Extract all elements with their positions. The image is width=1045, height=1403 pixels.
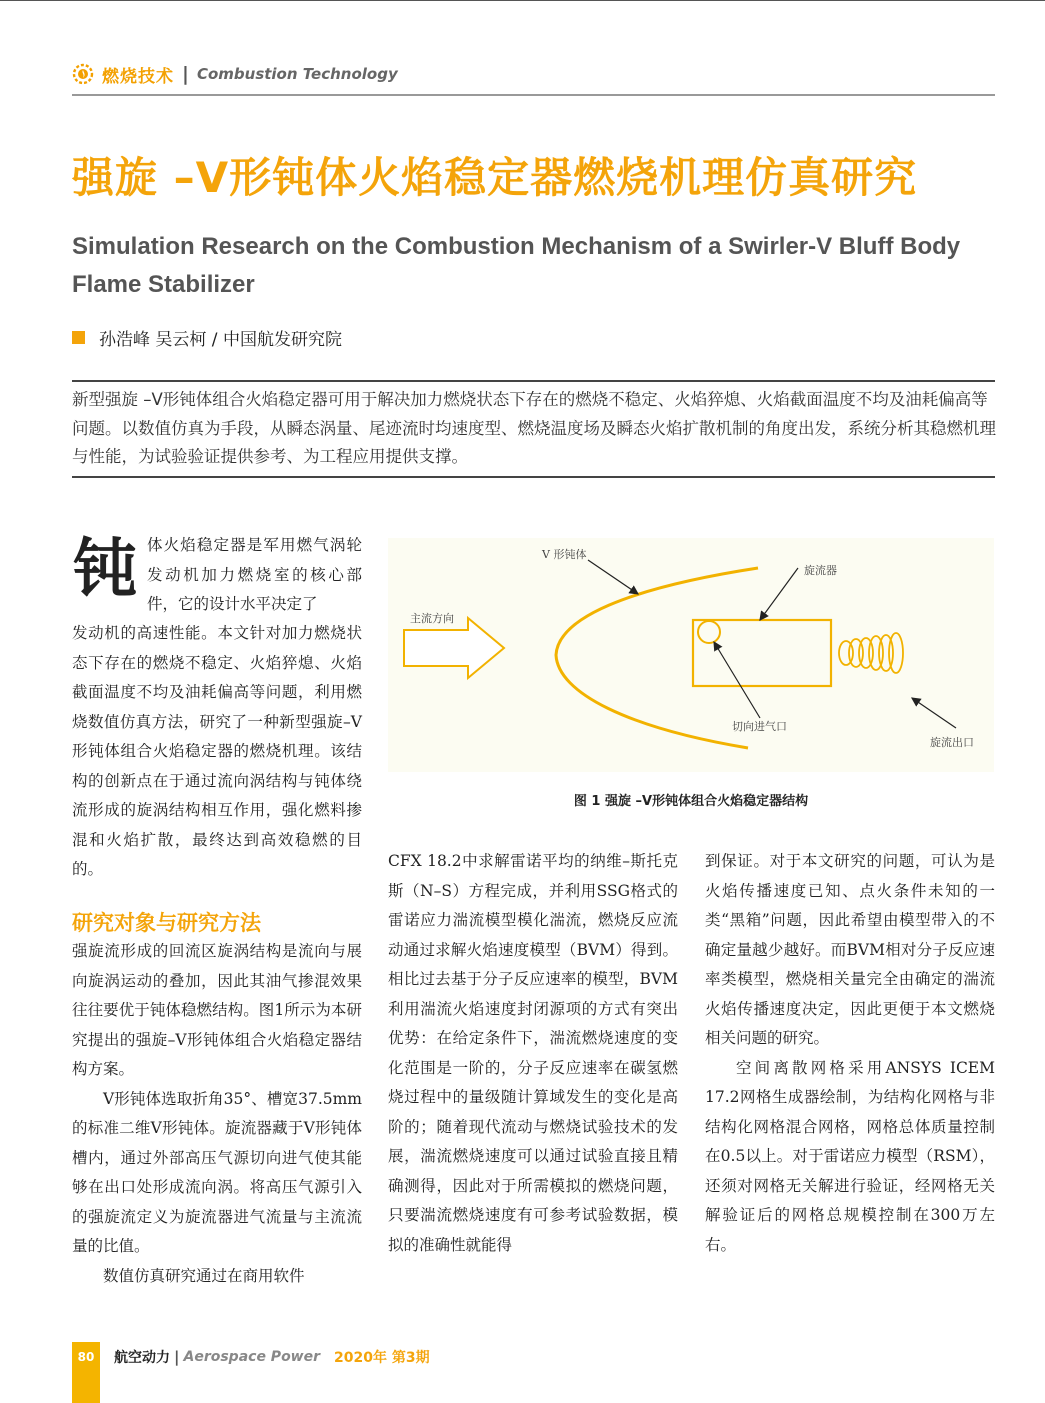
structure-diagram: [388, 538, 994, 772]
label-swirler: 旋流器: [804, 564, 837, 577]
author-bullet-icon: [72, 331, 85, 344]
abstract: 新型强旋 –V形钝体组合火焰稳定器可用于解决加力燃烧状态下存在的燃烧不稳定、火焰猝熄、火焰截面温度不均及油耗偏高等问题。以数值仿真为手段，从瞬态涡量、尾迹流时均速度型、燃烧温度场及瞬态火焰扩散机制的角度出发，系统分析其稳燃机理与性能，为试验验证提供参考、为工程应用提供支撑。: [72, 390, 996, 466]
figure-1: [388, 538, 994, 772]
paragraph-intro-rest: 发动机的高速性能。本文针对加力燃烧状态下存在的燃烧不稳定、火焰猝熄、火焰截面温度不均及油耗偏高等问题，利用燃烧数值仿真方法，研究了一种新型强旋–V形钝体组合火焰稳定器的燃烧机理。该结构的创新点在于通过流向涡结构与钝体绕流形成的旋涡结构相互作用，强化燃料掺混和火焰扩散，最终达到高效稳燃的目的。: [72, 624, 362, 878]
paragraph: V形钝体选取折角35°、槽宽37.5mm的标准二维V形钝体。旋流器藏于V形钝体槽内，通过外部高压气源切向进气使其能够在出口处形成流向涡。将高压气源引入的强旋流定义为旋流器进气流量与主流流量的比值。: [72, 1089, 362, 1255]
abstract-rule-top: [72, 380, 995, 382]
drop-cap: 钝: [73, 532, 137, 607]
running-footer: [114, 1347, 430, 1367]
header-section-cn: 燃烧技术: [102, 66, 174, 87]
main-flow-arrow: [404, 618, 504, 678]
paragraph: 到保证。对于本文研究的问题，可认为是火焰传播速度已知、点火条件未知的一类“黑箱”问题，因此希望由模型带入的不确定量越少越好。而BVM相对分子反应速率类模型，燃烧相关量完全由确定的湍流火焰传播速度决定，因此更便于本文燃烧相关问题的研究。: [705, 852, 995, 1047]
figure-caption: 图 1 强旋 –V形钝体组合火焰稳定器结构: [573, 794, 809, 809]
label-main-flow: 主流方向: [410, 612, 454, 625]
paragraph: 空间离散网格采用ANSYS ICEM 17.2网格生成器绘制，为结构化网格与非结构化网格混合网格，网格总体质量控制在0.5以上。对于雷诺应力模型（RSM），还须对网格无关解进行验证，经网格无关解验证后的网格总规模控制在300万左右。: [705, 1058, 995, 1254]
header-section-en: Combustion Technology: [196, 65, 398, 83]
label-tangential-inlet: 切向进气口: [732, 720, 787, 733]
v-bluff-body-curve: [556, 568, 758, 748]
v-body-leader: [588, 560, 638, 594]
author-line: [72, 325, 342, 350]
inlet-leader: [714, 642, 760, 718]
paragraph: 数值仿真研究通过在商用软件: [103, 1266, 305, 1285]
footer-journal-en: Aerospace Power: [183, 1349, 321, 1365]
page-number: 80: [77, 1350, 95, 1364]
title-english: Simulation Research on the Combustion Mechanism of a Swirler-V Bluff Body Flame Stabilizer: [72, 233, 961, 298]
header-rule: [72, 94, 995, 96]
top-rule: [0, 0, 1045, 1]
abstract-rule-bottom: [72, 476, 995, 478]
paragraph: CFX 18.2中求解雷诺平均的纳维–斯托克斯（N–S）方程完成，并利用SSG格式的雷诺应力湍流模型模化湍流，燃烧反应流动通过求解火焰速度模型（BVM）得到。相比过去基于分子反应速率的模型，BVM利用湍流火焰速度封闭源项的方式有突出优势：在给定条件下，湍流燃烧速度的变化范围是一阶的，分子反应速率在碳氢燃烧过程中的量级随计算域发生的变化是高阶的；随着现代流动与燃烧试验技术的发展，湍流燃烧速度可以通过试验直接且精确测得，因此对于所需模拟的燃烧问题，只要湍流燃烧速度有可参考试验数据，模拟的准确性就能得: [388, 852, 678, 1254]
header-separator: |: [182, 63, 189, 85]
column-3: [705, 847, 995, 1260]
label-v-body: V 形钝体: [542, 548, 587, 561]
section-heading: 研究对象与研究方法: [72, 911, 261, 935]
paragraph-intro-first-lines: 体火焰稳定器是军用燃气涡轮发动机加力燃烧室的核心部件，它的设计水平决定了: [147, 536, 362, 613]
column-2: [388, 847, 678, 1260]
footer-journal-cn: 航空动力: [114, 1350, 170, 1366]
swirler-leader: [760, 568, 798, 620]
running-header: [72, 62, 398, 86]
flame-gear-icon: [72, 63, 94, 85]
footer-issue: 2020年 第3期: [334, 1350, 430, 1366]
authors-text: 孙浩峰 吴云柯 / 中国航发研究院: [99, 330, 342, 350]
label-swirl-outlet: 旋流出口: [930, 736, 974, 749]
swirl-outlet-coil: [839, 633, 903, 673]
paragraph: 强旋流形成的回流区旋涡结构是流向与展向旋涡运动的叠加，因此其油气掺混效果往往要优于钝体稳燃结构。图1所示为本研究提出的强旋–V形钝体组合火焰稳定器结构方案。: [72, 942, 362, 1078]
outlet-leader: [912, 698, 956, 728]
column-1-section: [72, 937, 362, 1291]
title-chinese: 强旋 –V形钝体火焰稳定器燃烧机理仿真研究: [72, 153, 918, 202]
swirler-box: [693, 620, 831, 686]
tangential-inlet-circle: [698, 621, 720, 643]
footer-separator: |: [174, 1348, 180, 1366]
